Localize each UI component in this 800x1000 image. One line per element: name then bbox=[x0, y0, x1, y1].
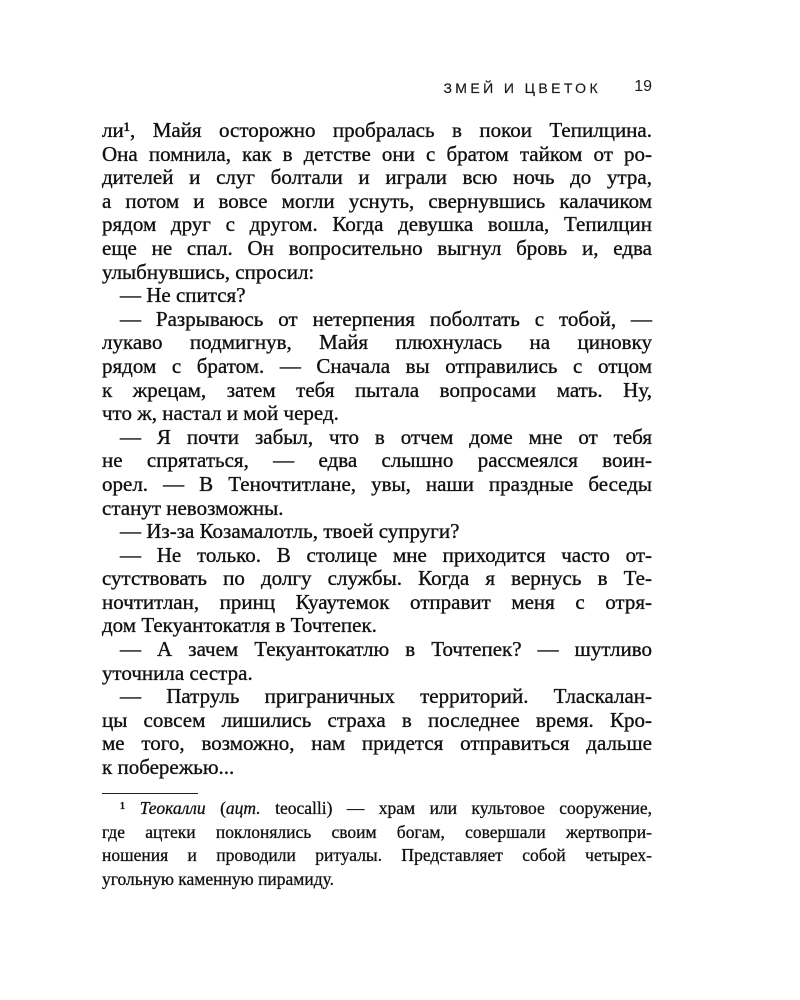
text-line: улыбнувшись, спросил: bbox=[102, 259, 315, 284]
dialogue-paragraph bbox=[102, 544, 652, 638]
text-line: к жрецам, затем тебя пытала вопросами мать. Ну, bbox=[102, 377, 652, 402]
text-line: лукаво подмигнув, Майя плюхнулась на циновку bbox=[102, 330, 652, 355]
text-line: ме того, возможно, нам придется отправиться дальше bbox=[102, 731, 652, 756]
paragraph bbox=[102, 119, 652, 284]
text-line: уточнила сестра. bbox=[102, 660, 253, 685]
text-line: рядом с братом. — Сначала вы отправились с отцом bbox=[102, 353, 652, 378]
text-line: — Разрываюсь от нетерпения поболтать с тобой, — bbox=[120, 306, 652, 331]
text-line: а потом и вовсе могли уснуть, свернувшись калачиком bbox=[102, 188, 652, 213]
footnote-separator bbox=[102, 793, 198, 794]
text-line: — Из-за Козамалотль, твоей супруги? bbox=[120, 519, 460, 544]
dialogue-paragraph bbox=[102, 284, 652, 308]
text-line: орел. — В Теночтитлане, увы, наши праздные беседы bbox=[102, 471, 652, 496]
text-line: что ж, настал и мой черед. bbox=[102, 401, 339, 426]
main-text bbox=[102, 119, 652, 780]
dialogue-paragraph bbox=[102, 308, 652, 426]
footnote bbox=[102, 797, 652, 892]
text-line: рядом друг с другом. Когда девушка вошла, Тепилцин bbox=[102, 212, 652, 237]
footnote-line bbox=[102, 797, 652, 821]
text-line: дителей и слуг болтали и играли всю ночь до утра, bbox=[102, 165, 652, 190]
text-line: станут невозможны. bbox=[102, 495, 284, 520]
text-line: сутствовать по долгу службы. Когда я вернусь в Те- bbox=[102, 566, 652, 591]
text-line: — Я почти забыл, что в отчем доме мне от тебя bbox=[120, 424, 652, 449]
footnote-line: угольную каменную пирамиду. bbox=[102, 869, 335, 890]
dialogue-paragraph bbox=[102, 685, 652, 779]
text-line: Она помнила, как в детстве они с братом тайком от ро- bbox=[102, 141, 652, 166]
text-line: — Не только. В столице мне приходится часто от- bbox=[120, 542, 652, 567]
text-line: цы совсем лишились страха в последнее время. Кро- bbox=[102, 707, 652, 732]
footnote-paren: ( bbox=[220, 798, 226, 818]
text-line: не спрятаться, — едва слышно рассмеялся воин- bbox=[102, 448, 652, 473]
dialogue-paragraph bbox=[102, 426, 652, 520]
footnote-line: ношения и проводили ритуалы. Представляет собой четырех- bbox=[102, 845, 652, 866]
footnote-line: где ацтеки поклонялись своим богам, совершали жертвопри- bbox=[102, 821, 652, 842]
footnote-term: Теокалли bbox=[139, 798, 206, 818]
running-title: ЗМЕЙ И ЦВЕТОК bbox=[443, 80, 601, 96]
text-line: — А зачем Текуантокатлю в Точтепек? — шутливо bbox=[120, 637, 652, 662]
footnote-language-abbr: ацт. bbox=[225, 798, 261, 818]
text-line: еще не спал. Он вопросительно выгнул бровь и, едва bbox=[102, 235, 652, 260]
text-line: — Патруль приграничных территорий. Тласкалан- bbox=[120, 684, 652, 709]
page-number: 19 bbox=[634, 78, 652, 95]
dialogue-paragraph bbox=[102, 638, 652, 685]
text-line: ли¹, Майя осторожно пробралась в покои Тепилцина. bbox=[102, 118, 652, 142]
text-line: ночтитлан, принц Куаутемок отправит меня с отря- bbox=[102, 589, 652, 614]
footnote-definition: teocalli) — храм или культовое сооружение, bbox=[275, 798, 653, 818]
text-line: к побережью... bbox=[102, 755, 235, 780]
text-line: — Не спится? bbox=[120, 283, 246, 308]
text-line: дом Текуантокатля в Точтепек. bbox=[102, 613, 377, 638]
dialogue-paragraph bbox=[102, 520, 652, 544]
footnote-marker: ¹ bbox=[120, 798, 126, 818]
